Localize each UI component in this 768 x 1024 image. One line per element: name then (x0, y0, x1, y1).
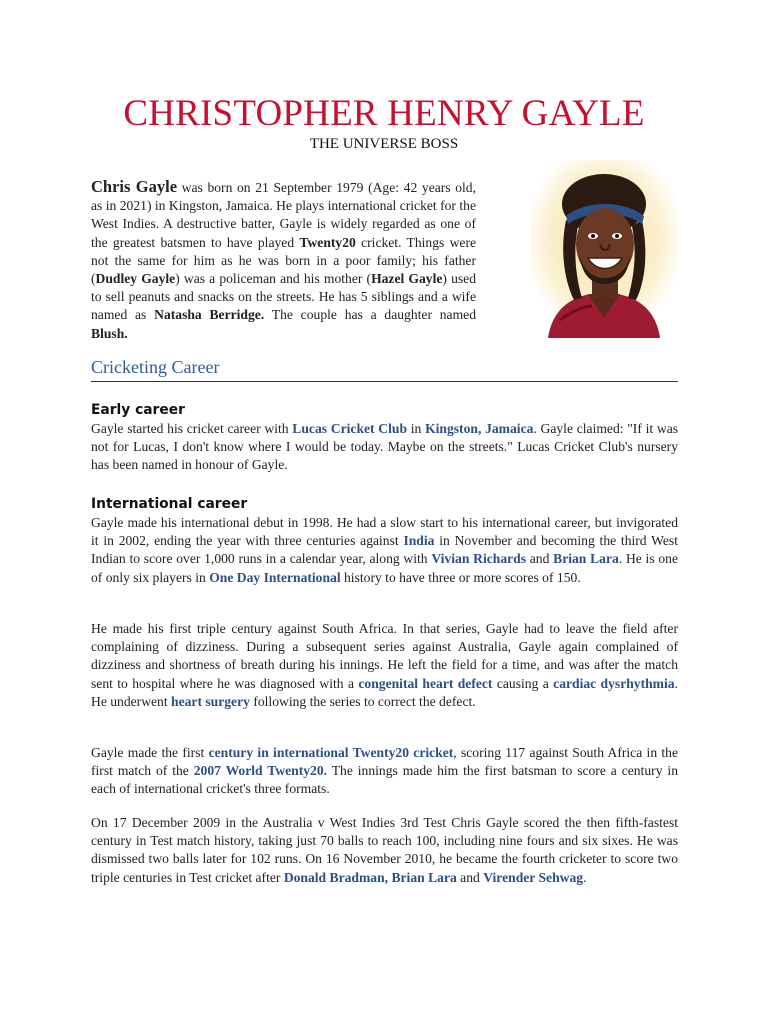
body-text: Gayle made his international debut in 1998. He had a slow start to his international career, but invigorated it in 2002, ending the year with three centuries against (91, 515, 678, 549)
international-career-heading: International career (91, 496, 248, 512)
body-text: causing a (492, 675, 554, 691)
international-paragraph-3 (91, 744, 678, 799)
intro-text: The couple has a daughter named (264, 307, 476, 323)
intro-text: ) used to sell peanuts and snacks on the streets. He has 5 siblings and a wife named as (91, 271, 476, 323)
link-cardiac-dysrhythmia[interactable]: cardiac dysrhythmia (553, 675, 675, 691)
intro-text: ) was a policeman and his mother ( (175, 271, 372, 287)
link-virender-sehwag[interactable]: Virender Sehwag (483, 869, 584, 885)
link-heart-surgery[interactable]: heart surgery (171, 693, 250, 709)
intro-keyword: Twenty20 (299, 234, 356, 250)
international-paragraph-4 (91, 814, 678, 887)
body-text: . (583, 869, 587, 885)
link-2007-world-twenty20[interactable]: 2007 World Twenty20. (193, 763, 328, 779)
link-india[interactable]: India (403, 533, 435, 549)
intro-keyword: Hazel Gayle (371, 271, 443, 287)
body-text: On 17 December 2009 in the Australia v West Indies 3rd Test Chris Gayle scored the then fifth-fastest century in Test match history, taking just 70 balls to reach 100, including nine fours and six sixes. He was dismissed two balls later for 102 runs. On 16 November 2010, he became the fourth cricketer to score two triple centuries in Test cricket after (91, 815, 678, 885)
intro-paragraph (91, 178, 476, 343)
body-text: and (526, 551, 554, 567)
international-paragraph-2 (91, 620, 678, 711)
link-kingston-jamaica[interactable]: Kingston, Jamaica (425, 421, 534, 436)
body-text: Gayle started his cricket career with (91, 421, 293, 436)
link-donald-bradman-brian-lara[interactable]: Donald Bradman, Brian Lara (283, 869, 457, 885)
body-text: in (407, 421, 426, 436)
body-text: . He underwent (91, 675, 678, 709)
link-lucas-cricket-club[interactable]: Lucas Cricket Club (292, 421, 408, 436)
link-century-t20[interactable]: century in international Twenty20 cricket (208, 745, 454, 760)
body-text: and (456, 869, 484, 885)
page-title: CHRISTOPHER HENRY GAYLE (123, 93, 645, 134)
body-text: following the series to correct the defect. (249, 693, 476, 709)
early-career-paragraph (91, 420, 678, 475)
intro-text: cricket. Things were not the same for him as he was born in a poor family; his father ( (91, 234, 476, 287)
international-paragraph-1 (91, 514, 678, 587)
body-text: Gayle made the first (91, 745, 209, 760)
link-one-day-international[interactable]: One Day International (209, 569, 341, 585)
page-subtitle: THE UNIVERSE BOSS (309, 136, 459, 152)
early-career-heading: Early career (91, 402, 185, 418)
intro-keyword: Dudley Gayle (95, 271, 176, 287)
intro-name: Chris Gayle (91, 177, 178, 196)
body-text: . Gayle claimed: "If it was not for Lucas, I don't know where I would be today. Maybe on the streets." Lucas Cricket Club's nursery has been named in honour of Gayle. (91, 421, 679, 473)
body-text: The innings made him the first batsman to score a century in each of international cricket's three formats. (91, 763, 678, 797)
section-divider (91, 381, 678, 382)
body-text: history to have three or more scores of 150. (340, 569, 581, 585)
link-brian-lara[interactable]: Brian Lara (553, 551, 619, 567)
section-heading: Cricketing Career (91, 357, 220, 377)
intro-text: was born on 21 September 1979 (Age: 42 years old, as in 2021) in Kingston, Jamaica. He plays international cricket for the West Indies. A destructive batter, Gayle is widely regarded as one of the greatest batsmen to have played (91, 180, 476, 250)
intro-keyword: Blush. (91, 325, 128, 341)
body-text: in November and becoming the third West Indian to score over 1,000 runs in a calendar year, along with (91, 533, 678, 567)
body-text: . He is one of only six players in (91, 551, 678, 585)
body-text: He made his first triple century against South Africa. In that series, Gayle had to leave the field after complaining of dizziness. During a subsequent series against Australia, Gayle again complained of dizziness and shortness of breath during his innings. He left the field for a time, and was after the match sent to hospital where he was diagnosed with a (91, 621, 678, 691)
portrait-illustration (530, 160, 678, 338)
link-vivian-richards[interactable]: Vivian Richards (431, 551, 526, 567)
intro-keyword: Natasha Berridge. (154, 307, 265, 323)
link-congenital-heart-defect[interactable]: congenital heart defect (358, 675, 493, 691)
body-text: , scoring 117 against South Africa in the first match of the (91, 745, 679, 779)
